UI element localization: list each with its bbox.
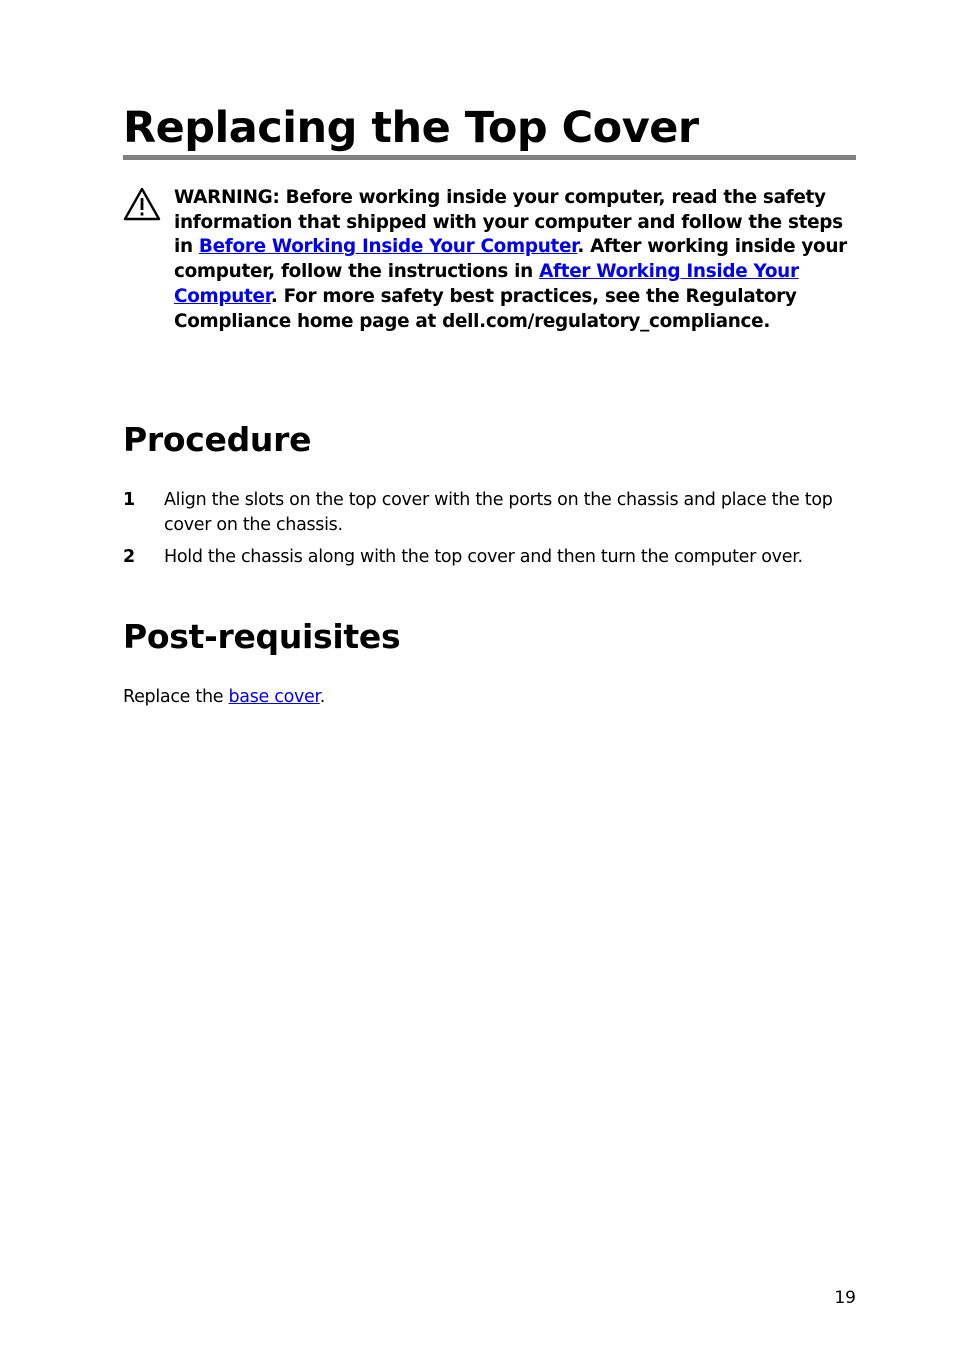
after-working-link[interactable]: After Working Inside Your Computer [174,261,799,307]
page-number: 19 [834,1288,856,1308]
title-divider [123,155,856,160]
warning-text-part-1: WARNING: Before working inside your computer, read the safety information that shipped with your computer and follow the steps in [174,187,843,258]
step-number: 1 [123,490,136,510]
postrequisites-text [123,685,325,710]
postrequisites-heading: Post-requisites [123,617,401,656]
step-text: Align the slots on the top cover with the ports on the chassis and place the top cover on the chassis. [164,490,833,535]
base-cover-link[interactable]: base cover [228,687,320,707]
warning-text-part-3: . For more safety best practices, see the Regulatory Compliance home page at dell.com/regulatory_compliance. [174,285,797,332]
postrequisites-text-before: Replace the [123,687,229,707]
warning-message [174,186,864,334]
warning-text-part-2: . After working inside your computer, follow the instructions in [174,236,847,283]
postrequisites-text-after: . [319,687,326,707]
procedure-heading: Procedure [123,420,312,459]
warning-triangle-icon [123,187,161,221]
before-working-link[interactable]: Before Working Inside Your Computer [198,236,578,258]
step-text: Hold the chassis along with the top cover and then turn the computer over. [164,547,803,567]
page-title: Replacing the Top Cover [123,103,699,153]
step-number: 2 [123,547,136,567]
